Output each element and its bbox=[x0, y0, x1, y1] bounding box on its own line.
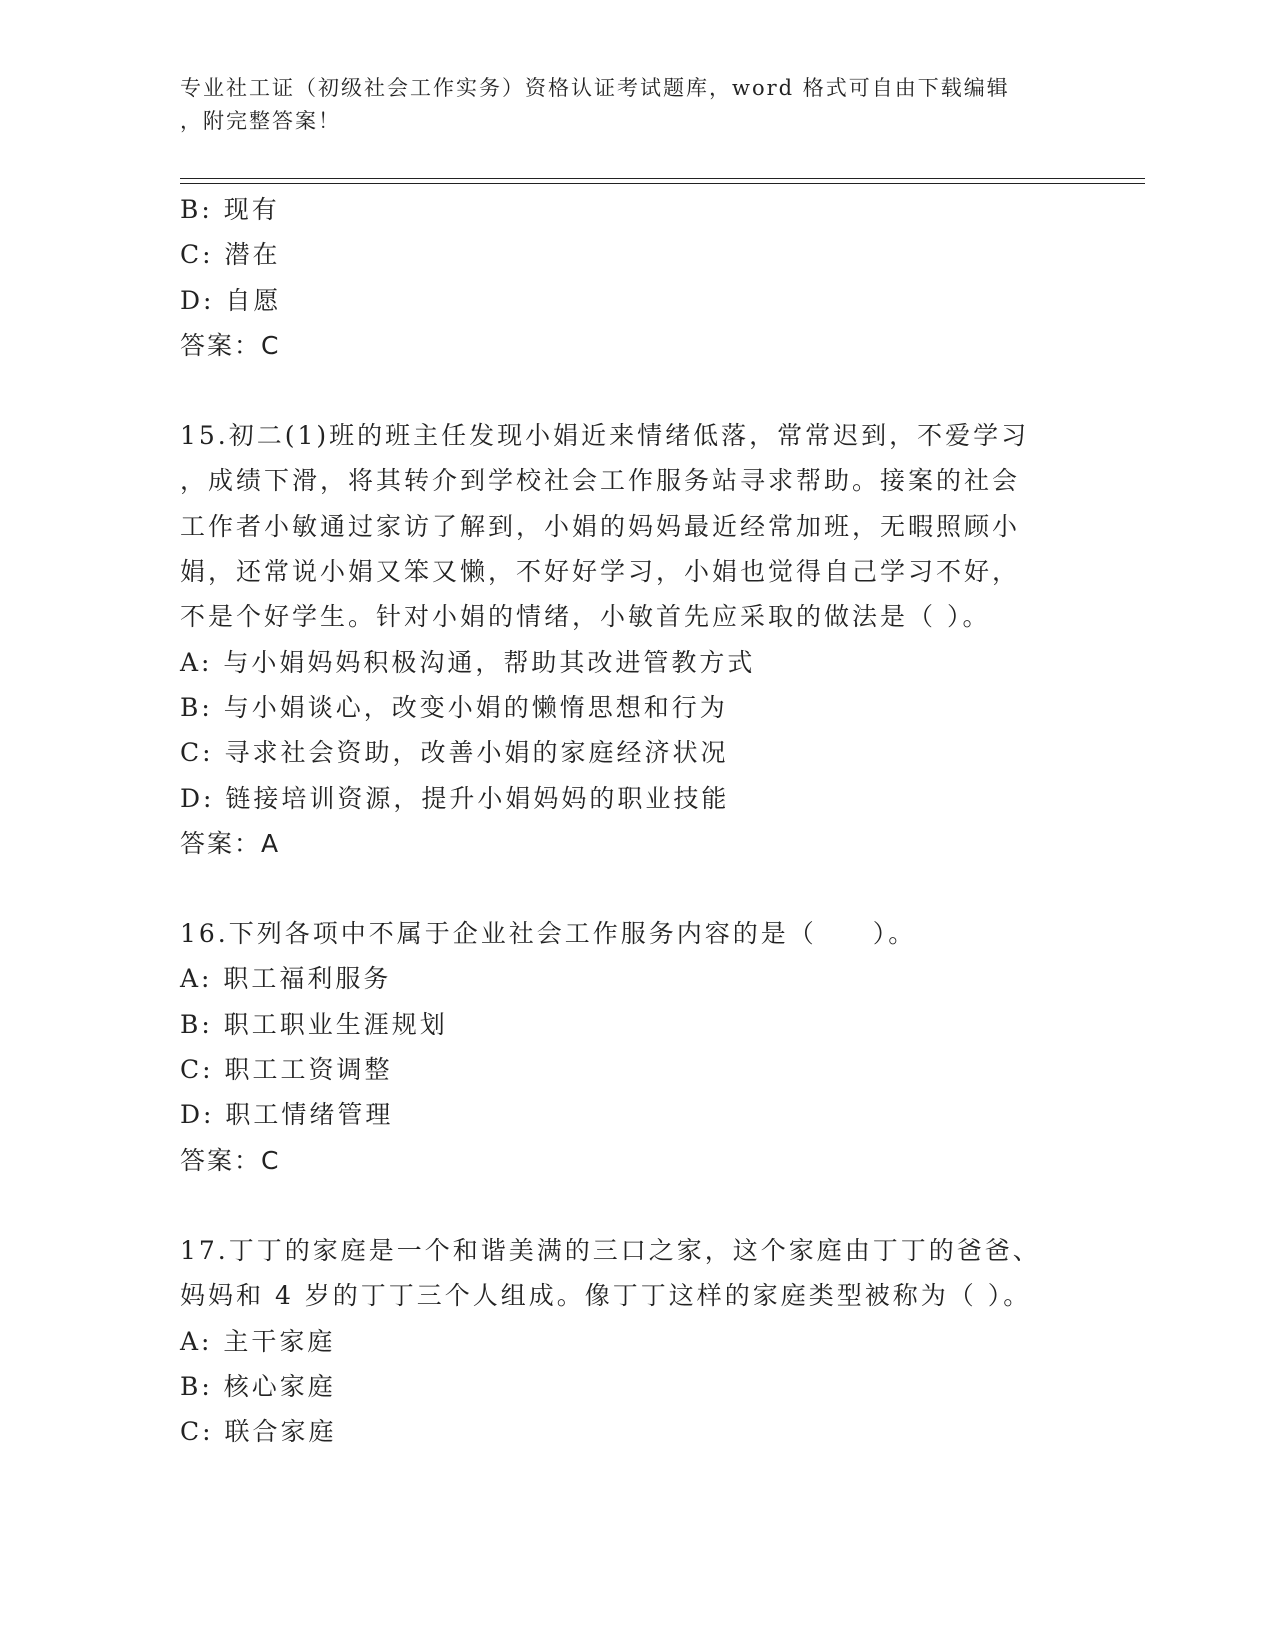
option-a: A: 与小娟妈妈积极沟通，帮助其改进管教方式 bbox=[180, 647, 756, 677]
question-stem-line: 不是个好学生。针对小娟的情绪，小敏首先应采取的做法是（ ）。 bbox=[180, 602, 991, 632]
document-header bbox=[180, 72, 1080, 138]
question-15 bbox=[180, 413, 1080, 866]
question-stem-line: 15.初二(1)班的班主任发现小娟近来情绪低落，常常迟到，不爱学习 bbox=[180, 421, 1030, 451]
question-stem: 16.下列各项中不属于企业社会工作服务内容的是（ ）。 bbox=[180, 919, 917, 949]
question-16 bbox=[180, 911, 1080, 1183]
answer: 答案：C bbox=[180, 1145, 281, 1175]
header-line-1: 专业社工证（初级社会工作实务）资格认证考试题库，word 格式可自由下载编辑 bbox=[180, 76, 1010, 100]
option-b: B: 现有 bbox=[180, 195, 280, 224]
option-b: B: 核心家庭 bbox=[180, 1371, 336, 1401]
question-stem-line: 娟，还常说小娟又笨又懒，不好好学习，小娟也觉得自己学习不好， bbox=[180, 557, 1021, 587]
option-d: D: 职工情绪管理 bbox=[180, 1100, 394, 1130]
option-c: C: 寻求社会资助，改善小娟的家庭经济状况 bbox=[180, 738, 729, 768]
option-b: B: 与小娟谈心，改变小娟的懒惰思想和行为 bbox=[180, 692, 728, 722]
answer: 答案：C bbox=[180, 330, 281, 360]
header-divider-top bbox=[180, 178, 1145, 179]
answer: 答案：A bbox=[180, 828, 281, 858]
header-line-2: ，附完整答案！ bbox=[180, 109, 341, 133]
option-a: A: 主干家庭 bbox=[180, 1326, 336, 1356]
document-body bbox=[180, 187, 1080, 1454]
option-c: C: 职工工资调整 bbox=[180, 1055, 393, 1085]
option-d: D: 自愿 bbox=[180, 285, 282, 315]
option-b: B: 职工职业生涯规划 bbox=[180, 1009, 448, 1039]
question-stem-line: 妈妈和 4 岁的丁丁三个人组成。像丁丁这样的家庭类型被称为（ ）。 bbox=[180, 1281, 1032, 1311]
question-stem-line: 17.丁丁的家庭是一个和谐美满的三口之家，这个家庭由丁丁的爸爸、 bbox=[180, 1235, 1041, 1265]
previous-question-tail bbox=[180, 187, 1080, 368]
question-stem-line: ，成绩下滑，将其转介到学校社会工作服务站寻求帮助。接案的社会 bbox=[180, 466, 1021, 496]
option-a: A: 职工福利服务 bbox=[180, 964, 392, 994]
option-d: D: 链接培训资源，提升小娟妈妈的职业技能 bbox=[180, 783, 730, 813]
option-c: C: 联合家庭 bbox=[180, 1417, 337, 1447]
option-c: C: 潜在 bbox=[180, 240, 281, 270]
question-17 bbox=[180, 1228, 1080, 1454]
question-stem-line: 工作者小敏通过家访了解到，小娟的妈妈最近经常加班，无暇照顾小 bbox=[180, 511, 1021, 541]
header-divider-bottom bbox=[180, 183, 1145, 184]
